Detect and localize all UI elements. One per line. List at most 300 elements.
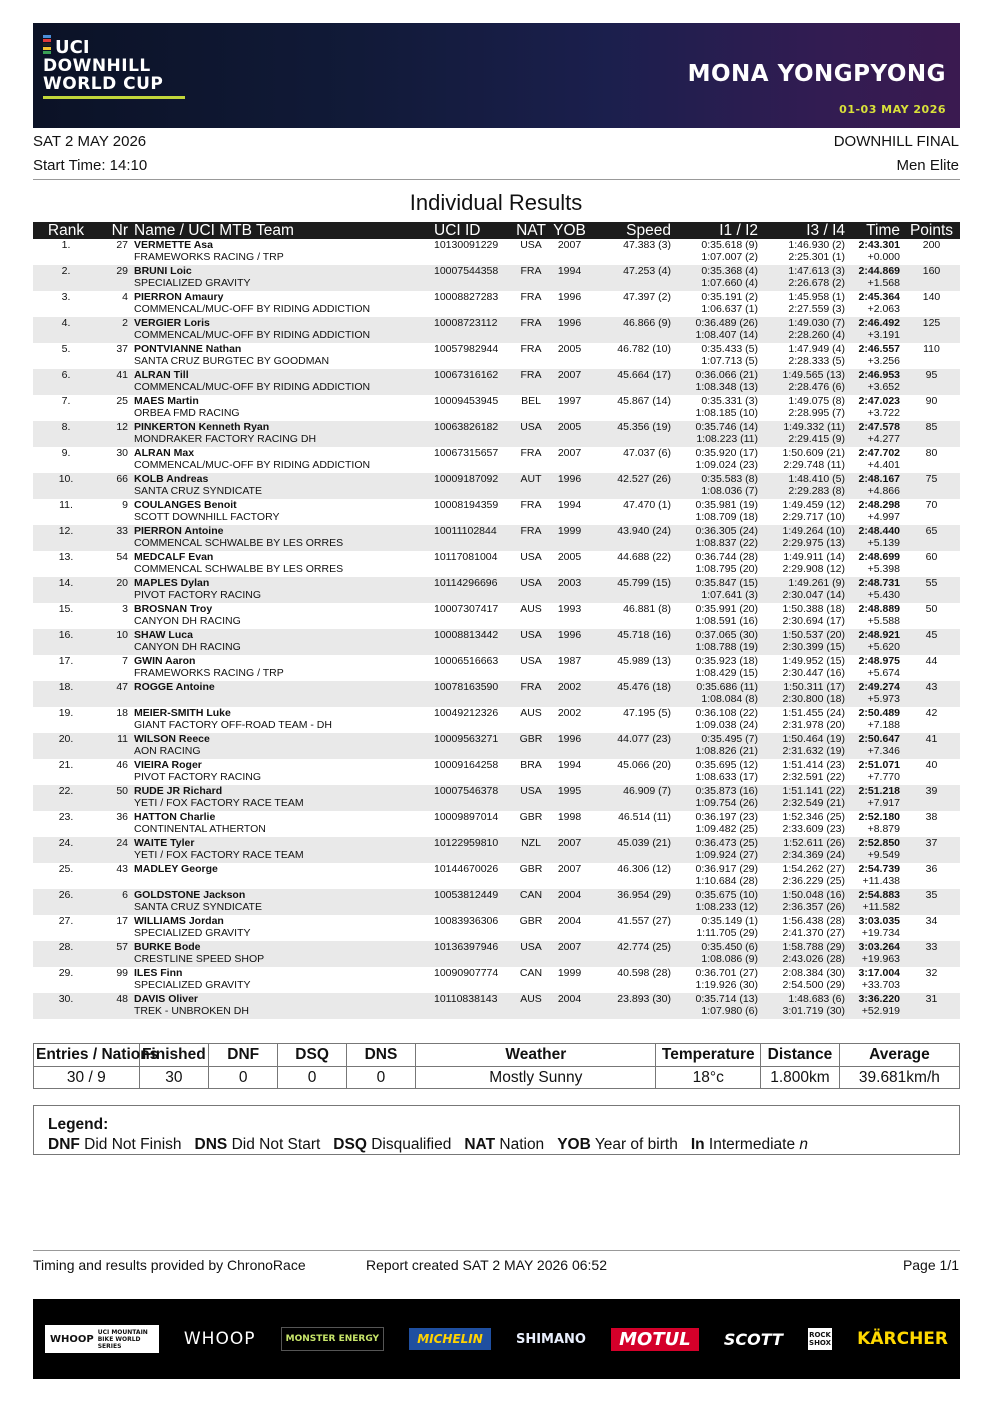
team-name: TREK - UNBROKEN DH: [134, 1005, 249, 1017]
time-gap: +9.549: [867, 849, 900, 861]
summary-value-row: [34, 1067, 960, 1089]
split-i1: 0:36.744 (28): [695, 551, 758, 563]
cell-time: [848, 525, 903, 551]
cell-name-team: [131, 239, 431, 265]
cell-points: 200: [922, 239, 941, 251]
cell-nat: FRA: [512, 265, 550, 291]
cell-time: [848, 577, 903, 603]
cell-speed: 45.664 (17): [589, 369, 674, 395]
cell-uci-id: 10067315657: [434, 447, 499, 459]
rider-name: ALRAN Till: [134, 369, 189, 381]
cell-yob: 1999: [550, 525, 589, 551]
cell-points: 37: [903, 837, 960, 863]
summary-value: 0: [278, 1067, 346, 1089]
finish-time: 2:47.023: [858, 395, 900, 407]
split-i3: 1:51.455 (24): [782, 707, 845, 719]
cell-speed: 45.867 (14): [617, 395, 671, 407]
cell-i3-i4: [761, 577, 848, 603]
cell-time: [848, 941, 903, 967]
cell-name-team: [131, 863, 431, 889]
cell-yob: 2007: [550, 941, 589, 967]
cell-i3-i4: [761, 837, 848, 863]
cell-i3-i4: [761, 395, 848, 421]
split-i2: 1:08.788 (19): [695, 641, 758, 653]
cell-nat: USA: [512, 629, 550, 655]
cell-rank: 27.: [58, 915, 74, 927]
split-i2: 1:09.024 (23): [695, 459, 758, 471]
cell-points: 80: [925, 447, 938, 459]
time-gap: +5.139: [867, 537, 900, 549]
finish-time: 2:48.699: [858, 551, 900, 563]
cell-points: 70: [925, 499, 938, 511]
time-gap: +5.620: [867, 641, 900, 653]
sponsor-shimano-logo: SHIMANO: [515, 1331, 586, 1347]
start-time: Start Time: 14:10: [33, 157, 148, 174]
cell-uci-id: 10007544358: [431, 265, 512, 291]
cell-i1-i2: [674, 473, 761, 499]
cell-nat: GBR: [512, 733, 550, 759]
time-gap: +4.997: [867, 511, 900, 523]
cell-yob: 1994: [557, 499, 582, 511]
cell-yob: 1996: [550, 473, 589, 499]
cell-uci-id: 10008827283: [434, 291, 499, 303]
split-i4: 2:29.748 (11): [783, 459, 845, 471]
cell-speed: 44.077 (23): [589, 733, 674, 759]
cell-points: 31: [903, 993, 960, 1019]
split-i3: 1:49.952 (15): [782, 655, 845, 667]
cell-time: [848, 655, 903, 681]
summary-value: Mostly Sunny: [416, 1067, 656, 1089]
cell-points: 35: [903, 889, 960, 915]
cell-points: 44: [925, 655, 938, 667]
split-i3: 1:56.438 (28): [782, 915, 845, 927]
cell-i1-i2: [674, 707, 761, 733]
cell-rank: 17.: [58, 655, 74, 667]
cell-speed: 47.195 (5): [623, 707, 671, 719]
split-i3: 1:49.459 (12): [782, 499, 845, 511]
split-i2: 1:08.407 (14): [695, 329, 758, 341]
time-gap: +4.277: [867, 433, 900, 445]
cell-speed: 45.718 (16): [589, 629, 674, 655]
finish-time: 2:48.731: [858, 577, 900, 589]
rider-name: MAES Martin: [134, 395, 199, 407]
cell-uci-id: 10083936306: [434, 915, 499, 927]
cell-uci-id: 10063826182: [431, 421, 512, 447]
cell-i3-i4: [761, 655, 848, 681]
split-i3: 1:49.030 (7): [788, 317, 845, 329]
cell-name-team: [131, 473, 431, 499]
cell-nr: 36: [116, 811, 128, 823]
cell-nat: NZL: [512, 837, 550, 863]
cell-i3-i4: [761, 811, 848, 837]
table-row: [33, 603, 960, 629]
split-i4: 2:34.369 (24): [782, 849, 845, 861]
split-i1: 0:35.686 (11): [696, 681, 758, 693]
team-name: COMMENCAL/MUC-OFF BY RIDING ADDICTION: [134, 329, 371, 341]
split-i1: 0:36.473 (25): [695, 837, 758, 849]
team-name: AON RACING: [134, 745, 201, 757]
cell-nat: USA: [512, 785, 550, 811]
cell-nr: 37: [116, 343, 128, 355]
finish-time: 2:52.180: [858, 811, 900, 823]
split-i3: 1:51.414 (23): [782, 759, 845, 771]
finish-time: 2:50.489: [858, 707, 900, 719]
event-dates: 01-03 MAY 2026: [839, 103, 946, 116]
cell-rank: 9.: [61, 447, 71, 459]
split-i2: 1:06.637 (1): [701, 303, 758, 315]
cell-points: 50: [925, 603, 938, 615]
cell-i1-i2: [674, 317, 761, 343]
cell-yob: 2007: [557, 863, 582, 875]
cell-points: 38: [925, 811, 938, 823]
cell-uci-id: 10009563271: [431, 733, 512, 759]
rider-name: WILLIAMS Jordan: [134, 915, 224, 927]
cell-speed: 45.356 (19): [589, 421, 674, 447]
col-time: Time: [848, 222, 903, 239]
legend-text: Did Not Finish: [84, 1136, 182, 1153]
cell-name-team: [131, 551, 431, 577]
cell-nat: FRA: [512, 525, 550, 551]
finish-time: 2:52.850: [858, 837, 900, 849]
cell-nat: USA: [520, 655, 542, 667]
time-gap: +5.674: [867, 667, 900, 679]
cell-nr: 66: [99, 473, 131, 499]
rider-name: VERMETTE Asa: [134, 239, 213, 251]
cell-name-team: [131, 421, 431, 447]
cell-nr: 25: [116, 395, 128, 407]
cell-nat: AUS: [512, 993, 550, 1019]
cell-time: [848, 837, 903, 863]
rider-name: ALRAN Max: [134, 447, 195, 459]
event-banner: [33, 23, 960, 128]
split-i1: 0:36.066 (21): [695, 369, 758, 381]
cell-points: 90: [925, 395, 938, 407]
cell-time: [848, 785, 903, 811]
cell-i1-i2: [674, 785, 761, 811]
cell-name-team: [131, 941, 431, 967]
finish-time: 2:49.274: [858, 681, 900, 693]
finish-time: 2:47.578: [858, 421, 900, 433]
cell-nr: 10: [99, 629, 131, 655]
table-row: [33, 733, 960, 759]
team-name: SPECIALIZED GRAVITY: [134, 277, 251, 289]
cell-time: [848, 993, 903, 1019]
split-i3: 1:54.262 (27): [782, 863, 845, 875]
cell-uci-id: 10053812449: [431, 889, 512, 915]
cell-time: [848, 395, 903, 421]
cell-i3-i4: [761, 785, 848, 811]
cell-time: [848, 499, 903, 525]
cell-rank: 28.: [33, 941, 99, 967]
cell-speed: 46.881 (8): [623, 603, 671, 615]
cell-uci-id: 10006516663: [434, 655, 499, 667]
table-row: [33, 369, 960, 395]
team-name: SCOTT DOWNHILL FACTORY: [134, 511, 280, 523]
cell-speed: 47.397 (2): [623, 291, 671, 303]
split-i4: 2:32.549 (21): [782, 797, 845, 809]
cell-nat: FRA: [520, 499, 542, 511]
table-row: [33, 525, 960, 551]
summary-header: DNF: [209, 1044, 278, 1067]
split-i4: 2:31.978 (20): [782, 719, 845, 731]
col-i1-i2: I1 / I2: [674, 222, 761, 239]
split-i4: 2:28.333 (5): [788, 355, 845, 367]
cell-points: 85: [903, 421, 960, 447]
rider-name: GWIN Aaron: [134, 655, 196, 667]
cell-name-team: [131, 681, 431, 707]
sponsor-monster-logo: MONSTER ENERGY: [281, 1327, 384, 1351]
split-i3: 1:50.048 (16): [782, 889, 845, 901]
split-i4: 2:30.399 (15): [782, 641, 845, 653]
results-header-row: [33, 222, 960, 239]
cell-yob: 2002: [550, 681, 589, 707]
cell-uci-id: 10049212326: [434, 707, 499, 719]
cell-time: [848, 603, 903, 629]
footer-divider: [33, 1250, 960, 1251]
team-name: COMMENCAL/MUC-OFF BY RIDING ADDICTION: [134, 303, 371, 315]
rider-name: PIERRON Amaury: [134, 291, 224, 303]
cell-name-team: [131, 707, 431, 733]
summary-header: DSQ: [278, 1044, 346, 1067]
split-i3: 1:49.261 (9): [788, 577, 845, 589]
cell-yob: 2004: [557, 915, 582, 927]
report-created: Report created SAT 2 MAY 2026 06:52: [366, 1257, 608, 1273]
split-i3: 1:46.930 (2): [788, 239, 845, 251]
table-row: [33, 863, 960, 889]
split-i2: 1:07.641 (3): [701, 589, 758, 601]
split-i1: 0:35.923 (18): [695, 655, 758, 667]
finish-time: 3:03.264: [858, 941, 900, 953]
cell-nat: USA: [520, 551, 542, 563]
cell-rank: 7.: [61, 395, 71, 407]
cell-yob: 2007: [550, 369, 589, 395]
table-row: [33, 915, 960, 941]
cell-nr: 29: [99, 265, 131, 291]
team-name: CANYON DH RACING: [134, 615, 241, 627]
cell-yob: 2004: [550, 889, 589, 915]
cell-rank: 26.: [33, 889, 99, 915]
cell-speed: 46.782 (10): [617, 343, 671, 355]
cell-i3-i4: [761, 551, 848, 577]
split-i4: 2:41.370 (27): [782, 927, 845, 939]
cell-yob: 1994: [557, 759, 582, 771]
cell-uci-id: 10130091229: [434, 239, 499, 251]
finish-time: 2:46.557: [858, 343, 900, 355]
cell-speed: 46.306 (12): [617, 863, 671, 875]
cell-points: 110: [923, 343, 940, 355]
summary-value: 0: [346, 1067, 415, 1089]
split-i1: 0:35.873 (16): [695, 785, 758, 797]
legend-text: Disqualified: [371, 1136, 452, 1153]
team-name: CONTINENTAL ATHERTON: [134, 823, 266, 835]
cell-nr: 54: [116, 551, 128, 563]
split-i1: 0:35.583 (8): [701, 473, 758, 485]
timing-provider: Timing and results provided by ChronoRace: [33, 1257, 306, 1273]
time-gap: +3.722: [867, 407, 900, 419]
cell-nr: 6: [99, 889, 131, 915]
rider-name: MEIER-SMITH Luke: [134, 707, 231, 719]
cell-nat: BEL: [521, 395, 541, 407]
cell-i3-i4: [761, 967, 848, 993]
cell-i3-i4: [761, 525, 848, 551]
team-name: FRAMEWORKS RACING / TRP: [134, 251, 284, 263]
split-i1: 0:35.450 (6): [701, 941, 758, 953]
cell-i1-i2: [674, 941, 761, 967]
cell-nat: USA: [520, 239, 542, 251]
cell-i1-i2: [674, 993, 761, 1019]
sponsor-rockshox-logo: ROCK SHOX: [808, 1328, 832, 1350]
cell-i1-i2: [674, 967, 761, 993]
cell-nat: FRA: [520, 343, 542, 355]
table-row: [33, 629, 960, 655]
cell-yob: 1999: [557, 967, 582, 979]
team-name: FRAMEWORKS RACING / TRP: [134, 667, 284, 679]
cell-uci-id: 10110838143: [431, 993, 512, 1019]
cell-nr: 46: [116, 759, 128, 771]
cell-time: [848, 265, 903, 291]
cell-name-team: [131, 447, 431, 473]
split-i2: 1:08.826 (21): [695, 745, 758, 757]
cell-time: [848, 343, 903, 369]
cell-rank: 1.: [61, 239, 71, 251]
split-i3: 1:49.911 (14): [783, 551, 845, 563]
cell-i1-i2: [674, 733, 761, 759]
split-i4: 2:26.678 (2): [788, 277, 845, 289]
rainbow-stripes-icon: [43, 35, 51, 54]
col-points: Points: [903, 222, 960, 239]
cell-name-team: [131, 499, 431, 525]
split-i2: 1:09.038 (24): [695, 719, 758, 731]
split-i3: 1:50.464 (19): [782, 733, 845, 745]
cell-points: 32: [925, 967, 938, 979]
table-row: [33, 811, 960, 837]
col-speed: Speed: [589, 222, 674, 239]
split-i2: 1:08.795 (20): [695, 563, 758, 575]
cell-time: [848, 421, 903, 447]
split-i4: 2:36.357 (26): [782, 901, 845, 913]
cell-speed: 40.598 (28): [617, 967, 671, 979]
cell-i1-i2: [674, 681, 761, 707]
summary-value: 39.681km/h: [839, 1067, 959, 1089]
cell-rank: 24.: [33, 837, 99, 863]
table-row: [33, 837, 960, 863]
split-i4: 2:28.260 (4): [788, 329, 845, 341]
summary-header: Weather: [416, 1044, 656, 1067]
team-name: GIANT FACTORY OFF-ROAD TEAM - DH: [134, 719, 332, 731]
team-name: MONDRAKER FACTORY RACING DH: [134, 433, 317, 445]
cell-points: 75: [903, 473, 960, 499]
cell-nr: 20: [99, 577, 131, 603]
page-title: Individual Results: [409, 190, 583, 215]
legend-abbr: NAT: [464, 1136, 496, 1153]
team-name: SPECIALIZED GRAVITY: [134, 927, 251, 939]
finish-time: 2:43.301: [858, 239, 900, 251]
cell-uci-id: 10009897014: [434, 811, 499, 823]
cell-speed: 46.866 (9): [589, 317, 674, 343]
team-name: ORBEA FMD RACING: [134, 407, 240, 419]
cell-name-team: [131, 317, 431, 343]
team-name: COMMENCAL SCHWALBE BY LES ORRES: [134, 563, 344, 575]
sponsor-whoop-uci-logo: [45, 1325, 159, 1353]
results-body: [33, 239, 960, 1019]
table-row: [33, 239, 960, 265]
summary-value: 18°c: [656, 1067, 761, 1089]
cell-nr: 41: [99, 369, 131, 395]
cell-name-team: [131, 265, 431, 291]
cell-name-team: [131, 837, 431, 863]
cell-i1-i2: [674, 421, 761, 447]
split-i1: 0:35.331 (3): [701, 395, 758, 407]
cell-i3-i4: [761, 889, 848, 915]
team-name: COMMENCAL/MUC-OFF BY RIDING ADDICTION: [134, 459, 371, 471]
split-i3: 1:50.311 (17): [783, 681, 845, 693]
cell-nr: 99: [116, 967, 128, 979]
split-i3: 1:45.958 (1): [788, 291, 845, 303]
cell-points: 36: [925, 863, 938, 875]
cell-nat: AUT: [512, 473, 550, 499]
cell-name-team: [131, 889, 431, 915]
brand-uci: UCI: [55, 37, 90, 58]
cell-i1-i2: [674, 395, 761, 421]
time-gap: +4.866: [867, 485, 900, 497]
split-i1: 0:36.917 (29): [695, 863, 758, 875]
cell-points: 33: [903, 941, 960, 967]
finish-time: 2:47.702: [858, 447, 900, 459]
cell-i3-i4: [761, 369, 848, 395]
team-name: SANTA CRUZ BURGTEC BY GOODMAN: [134, 355, 330, 367]
cell-time: [848, 889, 903, 915]
cell-nat: GBR: [519, 863, 543, 875]
category-name: Men Elite: [896, 157, 959, 174]
cell-nat: FRA: [520, 447, 542, 459]
split-i2: 1:08.233 (12): [695, 901, 758, 913]
rider-name: PONTVIANNE Nathan: [134, 343, 242, 355]
cell-uci-id: 10090907774: [434, 967, 499, 979]
cell-nr: 7: [122, 655, 128, 667]
legend-abbr: DNF: [48, 1136, 80, 1153]
finish-time: 3:17.004: [858, 967, 900, 979]
rider-name: COULANGES Benoit: [134, 499, 237, 511]
cell-rank: 23.: [58, 811, 74, 823]
cell-rank: 21.: [58, 759, 74, 771]
cell-uci-id: 10144670026: [434, 863, 499, 875]
table-row: [33, 759, 960, 785]
cell-yob: 1987: [557, 655, 582, 667]
rider-name: ROGGE Antoine: [134, 681, 215, 693]
time-gap: +19.963: [861, 953, 900, 965]
col-yob: YOB: [550, 222, 589, 239]
cell-i1-i2: [674, 603, 761, 629]
cell-nat: USA: [512, 941, 550, 967]
cell-speed: 46.514 (11): [618, 811, 671, 823]
cell-rank: 16.: [33, 629, 99, 655]
table-row: [33, 447, 960, 473]
split-i2: 1:08.223 (11): [696, 433, 758, 445]
summary-value: 1.800km: [761, 1067, 840, 1089]
cell-nr: 43: [116, 863, 128, 875]
table-row: [33, 785, 960, 811]
finish-time: 2:51.071: [858, 759, 900, 771]
split-i4: 2:30.447 (16): [782, 667, 845, 679]
team-name: SANTA CRUZ SYNDICATE: [134, 485, 262, 497]
split-i1: 0:36.108 (22): [695, 707, 758, 719]
finish-time: 3:36.220: [858, 993, 900, 1005]
cell-uci-id: 10136397946: [431, 941, 512, 967]
cell-speed: 46.909 (7): [589, 785, 674, 811]
team-name: SANTA CRUZ SYNDICATE: [134, 901, 262, 913]
split-i2: 1:08.036 (7): [701, 485, 758, 497]
time-gap: +5.588: [867, 615, 900, 627]
